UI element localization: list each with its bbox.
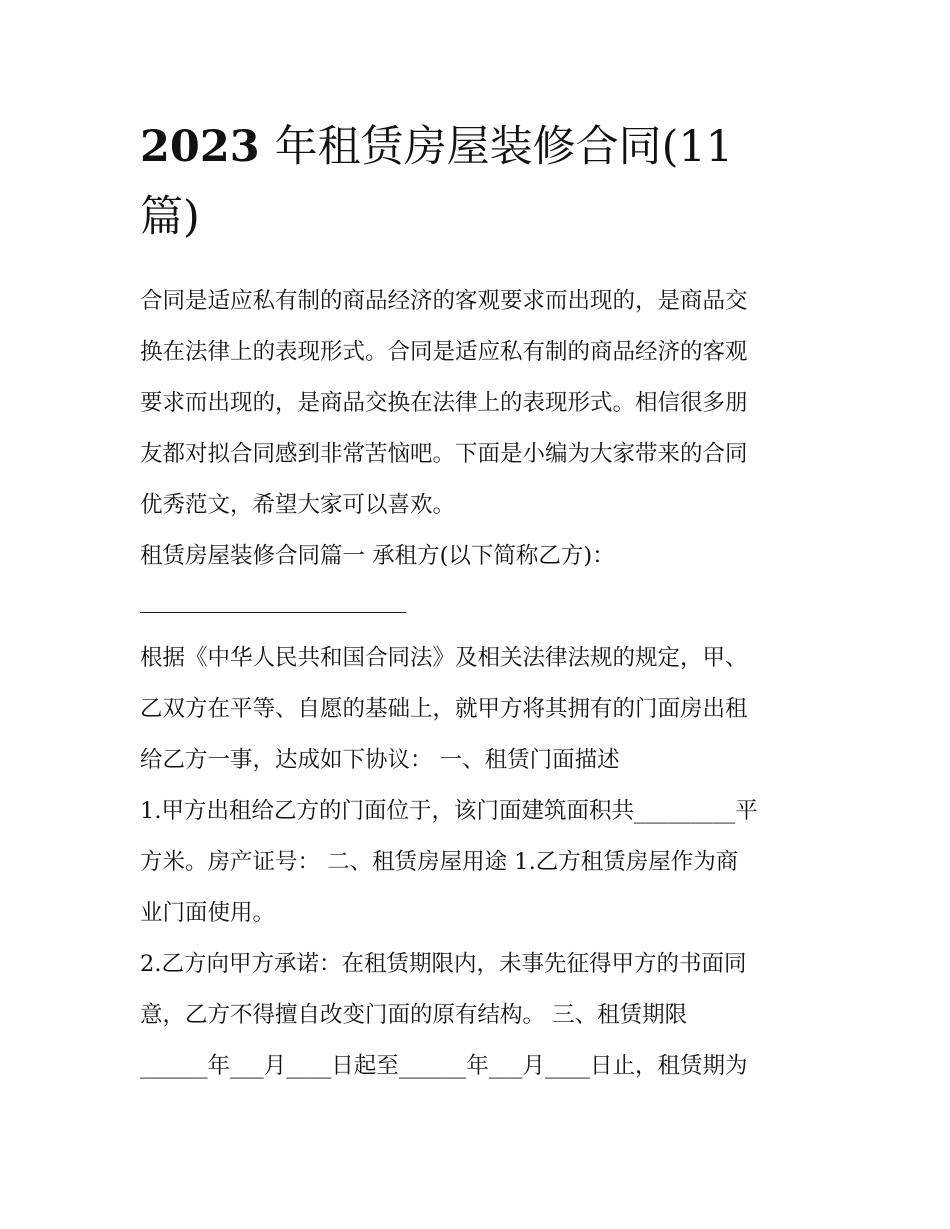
body-line-13: 业门面使用。 xyxy=(140,900,276,926)
title-year: 2023 xyxy=(140,122,260,172)
title-main: 年租赁房屋装修合同(11 xyxy=(274,122,734,172)
body-line-14: 2.乙方向甲方承诺：在租赁期限内，未事先征得甲方的书面同 xyxy=(140,951,747,977)
document-title xyxy=(140,112,820,252)
blank-fill-line xyxy=(140,582,820,633)
body-line-12: 方米。房产证号： 二、租赁房屋用途 1.乙方租赁房屋作为商 xyxy=(140,849,739,875)
body-line-15: 意，乙方不得擅自改变门面的原有结构。 三、租赁期限 xyxy=(140,1002,688,1028)
body-line-9: 乙双方在平等、自愿的基础上，就甲方将其拥有的门面房出租 xyxy=(140,696,748,722)
body-line-11: 1.甲方出租给乙方的门面位于，该门面建筑面积共_________平 xyxy=(140,798,758,824)
body-line-6: 租赁房屋装修合同篇一 承租方(以下简称乙方)： xyxy=(140,543,615,569)
body-line-2: 换在法律上的表现形式。合同是适应私有制的商品经济的客观 xyxy=(140,339,748,365)
body-line-4: 友都对拟合同感到非常苦恼吧。下面是小编为大家带来的合同 xyxy=(140,441,748,467)
document-body xyxy=(140,276,820,1092)
body-line-5: 优秀范文，希望大家可以喜欢。 xyxy=(140,492,456,518)
body-line-16: ______年___月____日起至______年___月____日止，租赁期为 xyxy=(140,1053,748,1079)
body-line-1: 合同是适应私有制的商品经济的客观要求而出现的，是商品交 xyxy=(140,288,748,314)
body-line-3: 要求而出现的，是商品交换在法律上的表现形式。相信很多朋 xyxy=(140,390,748,416)
underline-blank xyxy=(140,612,406,613)
body-line-10: 给乙方一事，达成如下协议： 一、租赁门面描述 xyxy=(140,747,620,773)
title-suffix: 篇) xyxy=(140,192,200,242)
body-line-8: 根据《中华人民共和国合同法》及相关法律法规的规定，甲、 xyxy=(140,645,748,671)
